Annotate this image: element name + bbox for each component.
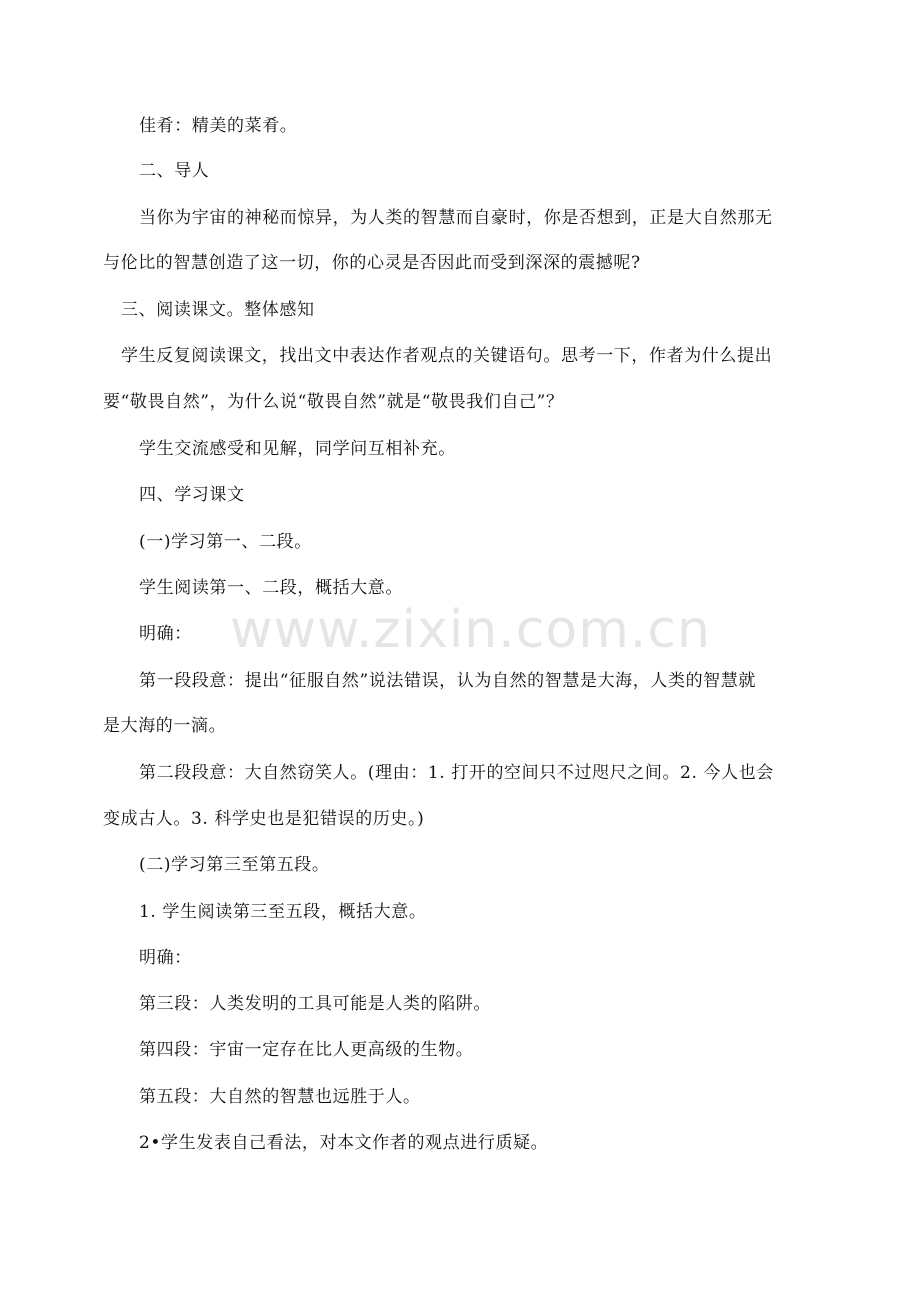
text-line: 是大海的一滴。 xyxy=(103,716,227,736)
text-line: 变成古人。3. 科学史也是犯错误的历史。) xyxy=(103,809,425,829)
text-line: 佳肴：精美的菜肴。 xyxy=(139,116,298,136)
text-line: 学生阅读第一、二段，概括大意。 xyxy=(139,578,403,598)
section-heading: 四、学习课文 xyxy=(139,485,245,505)
text-line: 要“敬畏自然”，为什么说“敬畏自然”就是“敬畏我们自己”？ xyxy=(103,392,564,412)
text-line: 1. 学生阅读第三至五段，概括大意。 xyxy=(139,902,427,922)
text-line: 第五段：大自然的智慧也远胜于人。 xyxy=(139,1087,421,1107)
text-line: 第三段：人类发明的工具可能是人类的陷阱。 xyxy=(139,994,491,1014)
section-heading: 二、导人 xyxy=(139,161,210,181)
text-line: 2•学生发表自己看法，对本文作者的观点进行质疑。 xyxy=(139,1133,549,1153)
text-line: 学生交流感受和见解，同学问互相补充。 xyxy=(139,439,456,459)
text-line: 明确： xyxy=(139,624,192,644)
watermark: www.zixin.com.cn xyxy=(230,600,711,660)
text-line: 第一段段意：提出“征服自然”说法错误，认为自然的智慧是大海，人类的智慧就 xyxy=(139,671,756,691)
text-line: 当你为宇宙的神秘而惊异，为人类的智慧而自豪时，你是否想到，正是大自然那无 xyxy=(139,208,773,228)
text-line: 第二段段意：大自然窃笑人。(理由：1. 打开的空间只不过咫尺之间。2. 今人也会 xyxy=(139,763,774,783)
section-heading: 三、阅读课文。整体感知 xyxy=(121,300,315,320)
text-line: (二)学习第三至第五段。 xyxy=(139,855,330,875)
text-line: 明确： xyxy=(139,948,192,968)
text-line: (一)学习第一、二段。 xyxy=(139,532,312,552)
text-line: 与伦比的智慧创造了这一切，你的心灵是否因此而受到深深的震撼呢? xyxy=(103,253,641,273)
text-line: 学生反复阅读课文，找出文中表达作者观点的关键语句。思考一下，作者为什么提出 xyxy=(121,346,773,366)
text-line: 第四段：宇宙一定存在比人更高级的生物。 xyxy=(139,1040,474,1060)
